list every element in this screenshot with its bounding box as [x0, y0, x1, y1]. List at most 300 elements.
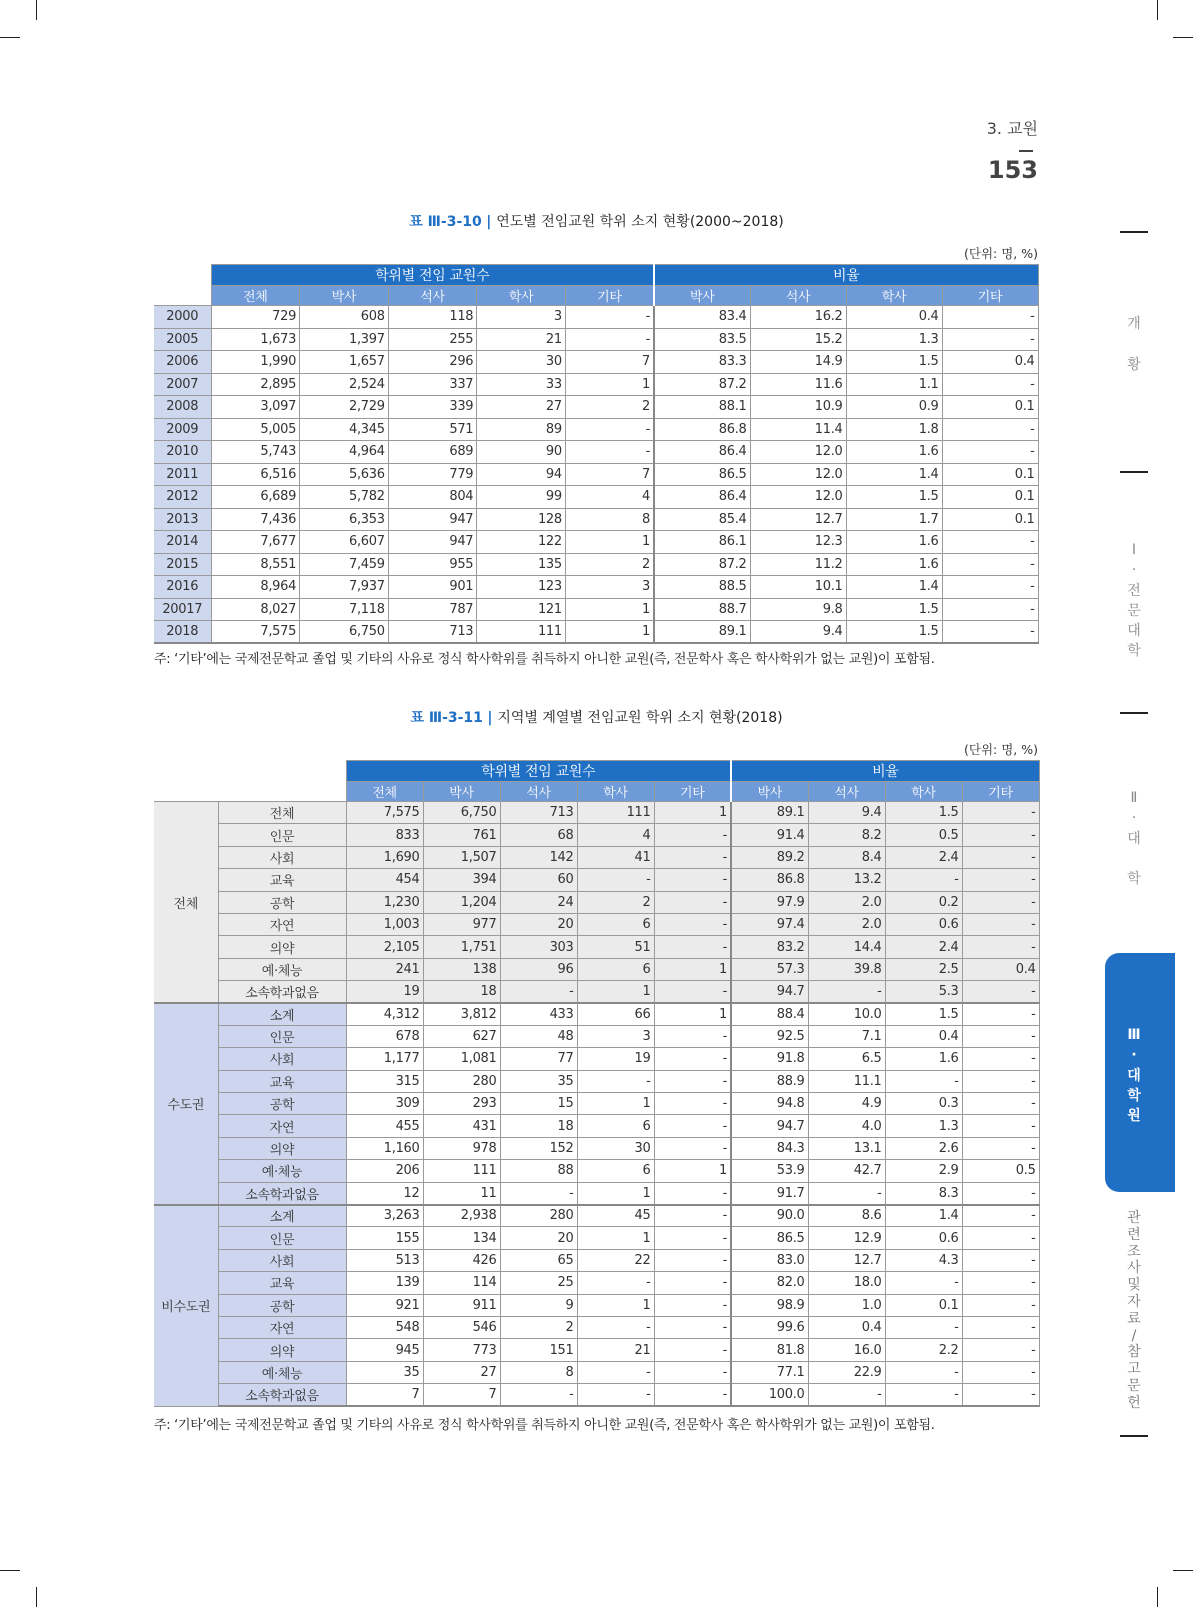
value-cell: 394: [423, 869, 500, 891]
value-cell: 6,516: [211, 463, 300, 486]
field-cell: 예·체능: [218, 958, 346, 980]
side-tab-graduate-school-active[interactable]: [1105, 953, 1175, 1192]
value-cell: -: [942, 306, 1038, 329]
value-cell: 1.5: [885, 802, 962, 824]
value-cell: -: [962, 1249, 1039, 1271]
year-cell: 2015: [154, 553, 211, 576]
value-cell: -: [654, 846, 731, 868]
value-cell: 1.4: [885, 1205, 962, 1227]
value-cell: 339: [388, 396, 477, 419]
table-row: [154, 373, 1038, 396]
value-cell: 2.0: [808, 891, 885, 913]
value-cell: 7: [423, 1384, 500, 1406]
value-cell: 98.9: [731, 1294, 808, 1316]
table-row: [154, 1294, 1039, 1316]
table2: [154, 760, 1040, 1407]
year-cell: 2013: [154, 508, 211, 531]
value-cell: 13.1: [808, 1137, 885, 1159]
value-cell: 8.4: [808, 846, 885, 868]
value-cell: 91.4: [731, 824, 808, 846]
value-cell: 1.6: [846, 441, 942, 464]
value-cell: -: [654, 1205, 731, 1227]
value-cell: 88: [500, 1160, 577, 1182]
column-header: 학사: [885, 782, 962, 802]
value-cell: 955: [388, 553, 477, 576]
value-cell: 8: [565, 508, 654, 531]
value-cell: -: [565, 418, 654, 441]
value-cell: 8.3: [885, 1182, 962, 1204]
value-cell: 1.6: [846, 553, 942, 576]
value-cell: 6: [577, 1115, 654, 1137]
value-cell: 57.3: [731, 958, 808, 980]
value-cell: 91.8: [731, 1048, 808, 1070]
table-row: [154, 1339, 1039, 1361]
value-cell: 1: [654, 958, 731, 980]
table-row: [154, 1093, 1039, 1115]
value-cell: 3: [565, 576, 654, 599]
value-cell: 45: [577, 1205, 654, 1227]
value-cell: 42.7: [808, 1160, 885, 1182]
value-cell: 20: [500, 913, 577, 935]
value-cell: 303: [500, 936, 577, 958]
crop-mark: [1157, 1587, 1158, 1607]
value-cell: -: [808, 1182, 885, 1204]
value-cell: 1,081: [423, 1048, 500, 1070]
value-cell: 68: [500, 824, 577, 846]
value-cell: 713: [500, 802, 577, 824]
value-cell: 1.6: [885, 1048, 962, 1070]
table2-code: 표 Ⅲ-3-11: [410, 710, 483, 726]
column-header: 석사: [808, 782, 885, 802]
value-cell: 30: [477, 351, 566, 374]
value-cell: -: [962, 1384, 1039, 1406]
value-cell: 9.8: [750, 598, 846, 621]
value-cell: 87.2: [654, 553, 750, 576]
table-row: [154, 553, 1038, 576]
value-cell: 689: [388, 441, 477, 464]
value-cell: 1: [577, 1227, 654, 1249]
table-row: [154, 441, 1038, 464]
column-header: 전체: [211, 286, 300, 306]
value-cell: 7,575: [346, 802, 423, 824]
value-cell: 6,607: [300, 531, 389, 554]
region-cell: 비수도권: [154, 1205, 218, 1407]
value-cell: 0.1: [942, 463, 1038, 486]
value-cell: 1: [565, 621, 654, 644]
tab-divider: [1120, 1435, 1148, 1437]
value-cell: 2.0: [808, 913, 885, 935]
table-row: [154, 1205, 1039, 1227]
value-cell: 152: [500, 1137, 577, 1159]
side-tab-junior-college[interactable]: Ⅰ · 전 문 대 학: [1127, 542, 1141, 660]
value-cell: 1: [654, 802, 731, 824]
value-cell: 90: [477, 441, 566, 464]
field-cell: 의약: [218, 936, 346, 958]
value-cell: 39.8: [808, 958, 885, 980]
value-cell: 11.1: [808, 1070, 885, 1092]
value-cell: 7,436: [211, 508, 300, 531]
value-cell: 5,782: [300, 486, 389, 509]
value-cell: 1,657: [300, 351, 389, 374]
table-row: [154, 869, 1039, 891]
value-cell: 713: [388, 621, 477, 644]
value-cell: 83.3: [654, 351, 750, 374]
field-cell: 의약: [218, 1339, 346, 1361]
value-cell: -: [565, 441, 654, 464]
column-header: 학사: [846, 286, 942, 306]
value-cell: 86.4: [654, 486, 750, 509]
value-cell: 21: [577, 1339, 654, 1361]
value-cell: -: [962, 1205, 1039, 1227]
value-cell: 1.5: [846, 486, 942, 509]
value-cell: 1: [565, 598, 654, 621]
value-cell: 25: [500, 1272, 577, 1294]
value-cell: -: [654, 1093, 731, 1115]
value-cell: 88.5: [654, 576, 750, 599]
value-cell: -: [654, 869, 731, 891]
value-cell: 0.5: [885, 824, 962, 846]
value-cell: 60: [500, 869, 577, 891]
field-cell: 인문: [218, 1227, 346, 1249]
field-cell: 교육: [218, 1070, 346, 1092]
value-cell: 0.3: [885, 1093, 962, 1115]
value-cell: 3,263: [346, 1205, 423, 1227]
value-cell: 10.1: [750, 576, 846, 599]
field-cell: 소속학과없음: [218, 981, 346, 1003]
value-cell: 0.1: [942, 508, 1038, 531]
table1-unit: (단위: 명, %): [964, 246, 1038, 261]
field-cell: 의약: [218, 1137, 346, 1159]
value-cell: 135: [477, 553, 566, 576]
value-cell: 1: [654, 1160, 731, 1182]
year-cell: 2009: [154, 418, 211, 441]
table-row: [154, 981, 1039, 1003]
year-cell: 2018: [154, 621, 211, 644]
value-cell: -: [962, 869, 1039, 891]
side-tab-university[interactable]: Ⅱ · 대 학: [1127, 790, 1141, 888]
table-row: [154, 846, 1039, 868]
value-cell: 27: [423, 1361, 500, 1383]
value-cell: 546: [423, 1316, 500, 1338]
value-cell: 2,895: [211, 373, 300, 396]
value-cell: 1: [577, 1294, 654, 1316]
value-cell: 255: [388, 328, 477, 351]
year-cell: 20017: [154, 598, 211, 621]
field-cell: 공학: [218, 891, 346, 913]
value-cell: 84.3: [731, 1137, 808, 1159]
value-cell: 1,673: [211, 328, 300, 351]
table1-title-text: 연도별 전임교원 학위 소지 현황(2000~2018): [496, 214, 784, 230]
side-tab-overview[interactable]: 개 황: [1127, 316, 1141, 373]
value-cell: 13.2: [808, 869, 885, 891]
value-cell: 99: [477, 486, 566, 509]
value-cell: -: [962, 1227, 1039, 1249]
value-cell: 1.4: [846, 576, 942, 599]
value-cell: 2: [565, 396, 654, 419]
value-cell: -: [962, 1115, 1039, 1137]
value-cell: 7,459: [300, 553, 389, 576]
value-cell: -: [577, 869, 654, 891]
value-cell: -: [942, 598, 1038, 621]
value-cell: -: [654, 913, 731, 935]
tab-divider: [1120, 471, 1148, 473]
side-tab-graduate-school[interactable]: Ⅲ · 대 학 원: [1127, 1027, 1141, 1125]
value-cell: -: [962, 1339, 1039, 1361]
value-cell: -: [962, 1316, 1039, 1338]
value-cell: 1.5: [846, 351, 942, 374]
field-cell: 사회: [218, 1249, 346, 1271]
side-tab-references[interactable]: 관 련 조 사 및 자 료 / 참 고 문 헌: [1127, 1210, 1141, 1411]
field-cell: 소계: [218, 1205, 346, 1227]
value-cell: 4,964: [300, 441, 389, 464]
value-cell: 1,751: [423, 936, 500, 958]
value-cell: 11.6: [750, 373, 846, 396]
table1-code: 표 Ⅲ-3-10: [409, 214, 482, 230]
value-cell: 608: [300, 306, 389, 329]
value-cell: -: [654, 1137, 731, 1159]
value-cell: -: [654, 981, 731, 1003]
table-row: [154, 913, 1039, 935]
value-cell: 4: [565, 486, 654, 509]
value-cell: 773: [423, 1339, 500, 1361]
value-cell: -: [885, 1272, 962, 1294]
value-cell: 9: [500, 1294, 577, 1316]
value-cell: 7,118: [300, 598, 389, 621]
value-cell: 10.0: [808, 1003, 885, 1025]
crop-mark: [36, 1587, 37, 1607]
field-cell: 공학: [218, 1294, 346, 1316]
value-cell: 15.2: [750, 328, 846, 351]
value-cell: 4.0: [808, 1115, 885, 1137]
table2-note: 주: ‘기타’에는 국제전문학교 졸업 및 기타의 사유로 정식 학사학위를 취득하지 아니한 교원(즉, 전문학사 혹은 학사학위가 없는 교원)이 포함됨.: [154, 1418, 935, 1433]
page-number: 153: [987, 156, 1038, 184]
value-cell: 7,575: [211, 621, 300, 644]
crop-mark: [0, 37, 20, 38]
field-cell: 자연: [218, 913, 346, 935]
value-cell: -: [962, 1361, 1039, 1383]
value-cell: 138: [423, 958, 500, 980]
value-cell: 11.4: [750, 418, 846, 441]
value-cell: 0.4: [885, 1025, 962, 1047]
value-cell: 2.4: [885, 846, 962, 868]
table-row: [154, 351, 1038, 374]
field-cell: 예·체능: [218, 1160, 346, 1182]
column-header: 학사: [577, 782, 654, 802]
value-cell: 121: [477, 598, 566, 621]
header-divider: [1019, 150, 1033, 152]
value-cell: 206: [346, 1160, 423, 1182]
value-cell: 87.2: [654, 373, 750, 396]
value-cell: 89.1: [654, 621, 750, 644]
table2-unit: (단위: 명, %): [964, 742, 1038, 757]
value-cell: -: [962, 1025, 1039, 1047]
value-cell: -: [565, 306, 654, 329]
year-cell: 2007: [154, 373, 211, 396]
field-cell: 인문: [218, 1025, 346, 1047]
value-cell: 12.7: [808, 1249, 885, 1271]
value-cell: 134: [423, 1227, 500, 1249]
value-cell: 947: [388, 508, 477, 531]
value-cell: 1.6: [846, 531, 942, 554]
value-cell: 6.5: [808, 1048, 885, 1070]
value-cell: 787: [388, 598, 477, 621]
value-cell: 5,005: [211, 418, 300, 441]
value-cell: -: [500, 981, 577, 1003]
value-cell: 4.9: [808, 1093, 885, 1115]
value-cell: 1.0: [808, 1294, 885, 1316]
table-row: [154, 958, 1039, 980]
table-row: [154, 1384, 1039, 1406]
value-cell: 3: [577, 1025, 654, 1047]
value-cell: 111: [477, 621, 566, 644]
value-cell: 41: [577, 846, 654, 868]
value-cell: 280: [423, 1070, 500, 1092]
value-cell: 12.0: [750, 486, 846, 509]
value-cell: 4,345: [300, 418, 389, 441]
value-cell: 2.2: [885, 1339, 962, 1361]
value-cell: 8,027: [211, 598, 300, 621]
value-cell: 0.5: [962, 1160, 1039, 1182]
value-cell: -: [962, 1182, 1039, 1204]
value-cell: 12.0: [750, 441, 846, 464]
group-header-counts: 학위별 전임 교원수: [211, 265, 654, 286]
value-cell: -: [654, 1294, 731, 1316]
table2-title-text: 지역별 계열별 전임교원 학위 소지 현황(2018): [497, 710, 783, 726]
value-cell: -: [885, 869, 962, 891]
value-cell: 1.1: [846, 373, 942, 396]
value-cell: -: [500, 1182, 577, 1204]
crop-mark: [36, 0, 37, 20]
corner-blank: [154, 286, 211, 306]
field-cell: 사회: [218, 846, 346, 868]
value-cell: 5.3: [885, 981, 962, 1003]
value-cell: 431: [423, 1115, 500, 1137]
value-cell: 0.2: [885, 891, 962, 913]
table-row: [154, 1048, 1039, 1070]
table-row: [154, 531, 1038, 554]
value-cell: 6,689: [211, 486, 300, 509]
value-cell: 901: [388, 576, 477, 599]
table-row: [154, 1316, 1039, 1338]
value-cell: -: [654, 1048, 731, 1070]
value-cell: 35: [500, 1070, 577, 1092]
field-cell: 전체: [218, 802, 346, 824]
value-cell: 118: [388, 306, 477, 329]
field-cell: 교육: [218, 869, 346, 891]
group-header-counts: 학위별 전임 교원수: [346, 761, 731, 782]
value-cell: 1.3: [885, 1115, 962, 1137]
value-cell: 96: [500, 958, 577, 980]
crop-mark: [1173, 37, 1193, 38]
value-cell: 1,160: [346, 1137, 423, 1159]
value-cell: 11: [423, 1182, 500, 1204]
value-cell: -: [577, 1272, 654, 1294]
table-row: [154, 891, 1039, 913]
value-cell: 0.1: [942, 396, 1038, 419]
value-cell: 7: [565, 463, 654, 486]
value-cell: -: [654, 1227, 731, 1249]
field-cell: 사회: [218, 1048, 346, 1070]
table-row: [154, 508, 1038, 531]
value-cell: 977: [423, 913, 500, 935]
value-cell: 22: [577, 1249, 654, 1271]
crop-mark: [1173, 1570, 1193, 1571]
value-cell: -: [654, 1339, 731, 1361]
table1-note: 주: ‘기타’에는 국제전문학교 졸업 및 기타의 사유로 정식 학사학위를 취득하지 아니한 교원(즉, 전문학사 혹은 학사학위가 없는 교원)이 포함됨.: [154, 652, 935, 667]
value-cell: 3,812: [423, 1003, 500, 1025]
column-header: 박사: [731, 782, 808, 802]
value-cell: 779: [388, 463, 477, 486]
value-cell: -: [962, 913, 1039, 935]
value-cell: 1,003: [346, 913, 423, 935]
value-cell: 1,990: [211, 351, 300, 374]
value-cell: 12.7: [750, 508, 846, 531]
value-cell: 761: [423, 824, 500, 846]
region-cell: 수도권: [154, 1003, 218, 1205]
value-cell: 7,937: [300, 576, 389, 599]
value-cell: 51: [577, 936, 654, 958]
value-cell: 3,097: [211, 396, 300, 419]
value-cell: 5,743: [211, 441, 300, 464]
value-cell: 86.5: [654, 463, 750, 486]
value-cell: -: [654, 1384, 731, 1406]
value-cell: 1,690: [346, 846, 423, 868]
value-cell: 88.9: [731, 1070, 808, 1092]
value-cell: 12.3: [750, 531, 846, 554]
value-cell: 571: [388, 418, 477, 441]
value-cell: -: [577, 1361, 654, 1383]
value-cell: -: [654, 1361, 731, 1383]
value-cell: -: [942, 531, 1038, 554]
value-cell: 921: [346, 1294, 423, 1316]
value-cell: 90.0: [731, 1205, 808, 1227]
value-cell: 1: [577, 1093, 654, 1115]
value-cell: 0.4: [962, 958, 1039, 980]
value-cell: 433: [500, 1003, 577, 1025]
crop-mark: [1157, 0, 1158, 20]
year-cell: 2000: [154, 306, 211, 329]
column-header: 기타: [942, 286, 1038, 306]
value-cell: 14.9: [750, 351, 846, 374]
value-cell: 1,230: [346, 891, 423, 913]
value-cell: -: [577, 1384, 654, 1406]
value-cell: 0.4: [942, 351, 1038, 374]
year-cell: 2005: [154, 328, 211, 351]
value-cell: 77: [500, 1048, 577, 1070]
value-cell: -: [654, 824, 731, 846]
value-cell: 94.8: [731, 1093, 808, 1115]
value-cell: 86.5: [731, 1227, 808, 1249]
table-row: [154, 306, 1038, 329]
value-cell: 7: [565, 351, 654, 374]
value-cell: 6: [577, 913, 654, 935]
table-row: [154, 1361, 1039, 1383]
value-cell: 83.5: [654, 328, 750, 351]
table-row: [154, 936, 1039, 958]
year-cell: 2008: [154, 396, 211, 419]
field-cell: 예·체능: [218, 1361, 346, 1383]
value-cell: 0.6: [885, 913, 962, 935]
value-cell: -: [962, 1294, 1039, 1316]
column-header: 석사: [500, 782, 577, 802]
field-cell: 공학: [218, 1093, 346, 1115]
value-cell: -: [962, 1093, 1039, 1115]
value-cell: -: [500, 1384, 577, 1406]
table-row: [154, 1137, 1039, 1159]
column-header: 기타: [962, 782, 1039, 802]
value-cell: 1: [654, 1003, 731, 1025]
group-header-ratio: 비율: [654, 265, 1038, 286]
